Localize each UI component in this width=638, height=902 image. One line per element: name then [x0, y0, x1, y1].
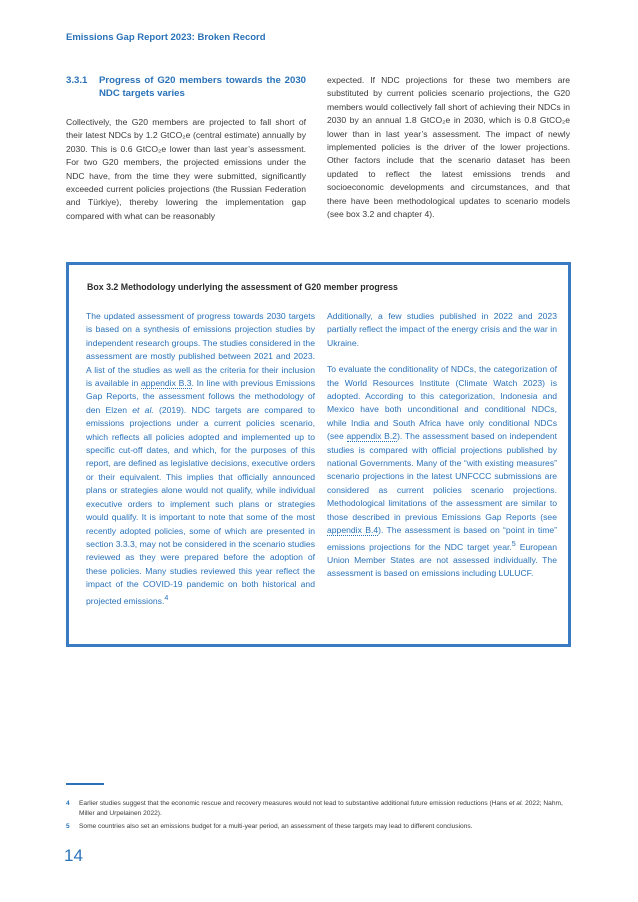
footnote-number: 4	[66, 800, 70, 807]
footnote	[66, 822, 572, 832]
box-left-column	[86, 310, 315, 621]
appendix-b2-link[interactable]: appendix B.2	[346, 431, 398, 442]
box-text: European Union Member States are not assessed individually. The assessment is based on emissions including LULUCF.	[327, 541, 557, 579]
box-text: To evaluate the conditionality of NDCs, the categorization of the World Resources Institute (Climate Watch 2023) is adopted. According to this categorization, Indonesia and Mexico have both unconditional and conditional NDCs, while India and South Africa have only conditional NDCs (see	[327, 364, 557, 442]
box-paragraph	[327, 363, 557, 580]
footnotes	[66, 799, 572, 834]
body-paragraph-left: Collectively, the G20 members are projected to fall short of their latest NDCs by 1.2 GtCO₂e (central estimate) annually by 2030. This is 0.6 GtCO₂e lower than last year’s assessment. For two G20 members, the projected emissions under the NDC have, from the time they were submitted, significantly exceeded current policies projections (the Russian Federation and Türkiye), thereby lowering the implementation gap compared with what can be reasonably	[66, 117, 306, 221]
footnote-ref-4[interactable]: 4	[164, 593, 169, 602]
box-text: (2019). NDC targets are compared to emissions projections under a current policies scenario, which reflects all policies adopted and implemented up to specific cut-off dates, and which, for the purposes of this report, are defined as legislative decisions, executive orders or their equivalent. This implies that officially announced plans or strategies alone would not qualify, while individual executive orders to implement such plans or strategies would qualify. It is important to note that some of the most recently adopted policies, some of which are presented in section 3.3.3, may not be considered in the scenario studies reviewed as they were prepared before the adoption of these policies. Many studies reviewed this year reflect the impact of the COVID-19 pandemic on both historical and projected emissions.	[86, 404, 315, 606]
body-paragraph-right: expected. If NDC projections for these two members are substituted by current policies scenario projections, the G20 members would collectively fall short of achieving their NDCs in 2030 by an annual 1.8 GtCO₂e in 2030, which is 0.8 GtCO₂e lower than in last year’s assessment. The impact of newly implemented policies is the driver of the lower projections. Other factors include that the scenario dataset has been updated to reflect the latest emissions trends and socioeconomic developments and circumstances, and that there have been methodological updates to scenario models (see box 3.2 and chapter 4).	[327, 75, 570, 220]
page-number: 14	[64, 846, 83, 865]
appendix-b4-link[interactable]: appendix B.4	[327, 525, 379, 536]
box-text-italic: et al.	[132, 404, 154, 415]
box-text: . In line with previous Emissions Gap Reports, the assessment follows the methodology of den Elzen	[86, 378, 316, 415]
footnote-ref-5[interactable]: 5	[511, 539, 516, 548]
box-right-column	[327, 310, 557, 594]
section-title: Progress of G20 members towards the 2030 NDC targets varies	[99, 75, 306, 99]
box-text: ). The assessment is based on “point in time” emissions projections for the NDC target year.	[327, 525, 557, 552]
box-paragraph: Additionally, a few studies published in 2022 and 2023 partially reflect the impact of the energy crisis and the war in Ukraine.	[327, 311, 557, 348]
left-column	[66, 74, 306, 223]
box-text: The updated assessment of progress towards 2030 targets is based on a synthesis of emissions projection studies by independent research groups. The studies considered in the assessment are mostly published between 2021 and 2023. A list of the studies as well as the criteria for their inclusion is available in	[86, 311, 315, 389]
section-number: 3.3.1	[66, 75, 88, 86]
footnote	[66, 799, 572, 819]
box-text: ). The assessment based on independent studies is compared with official projections published by national Governments. Many of the “with existing measures” scenario projections in the latest UNFCCC submissions are considered as current policies scenario projections. Methodological limitations of the assessment are similar to those described in previous Emissions Gap Reports (see	[327, 431, 557, 522]
footnote-divider	[66, 783, 104, 785]
methodology-box	[66, 262, 571, 647]
running-header: Emissions Gap Report 2023: Broken Record	[66, 32, 266, 43]
right-column	[327, 74, 570, 221]
appendix-b3-link[interactable]: appendix B.3	[141, 378, 192, 389]
box-paragraph	[86, 310, 315, 608]
footnote-text: Some countries also set an emissions budget for a multi-year period, an assessment of these targets may lead to different conclusions.	[79, 822, 473, 830]
section-heading	[66, 74, 306, 100]
footnote-number: 5	[66, 822, 70, 830]
footnote-text: Earlier studies suggest that the economic rescue and recovery measures would not lead to substantive additional future emission reductions (Hans et al. 2022; Nahm, Miller and Urpelainen 2022).	[79, 800, 563, 817]
box-title: Box 3.2 Methodology underlying the assessment of G20 member progress	[87, 282, 398, 292]
